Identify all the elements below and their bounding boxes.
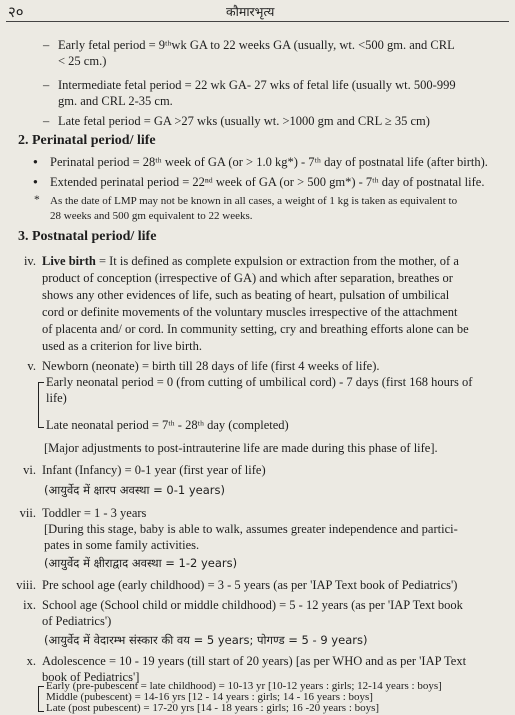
live-birth-line: used as a criterion for live birth. <box>42 339 203 353</box>
running-title: कौमारभृत्य <box>226 4 275 19</box>
school-ayurveda: (आयुर्वेद में वेदारम्भ संस्कार की वय = 5 years; पोगण्ड = 5 - 9 years) <box>44 633 368 647</box>
school-cont: of Pediatrics') <box>42 614 112 628</box>
early-fetal-cont: < 25 cm.) <box>58 54 107 68</box>
early-neonatal-line: Early neonatal period = 0 (from cutting of umbilical cord) - 7 days (first 168 hours of <box>46 375 473 389</box>
page-number: २० <box>8 3 24 21</box>
footnote-mark: * <box>34 194 40 206</box>
adolescence-bracket <box>38 686 44 712</box>
header-rule <box>6 21 509 22</box>
late-adolescence-line: Late (post pubescent) = 17-20 yrs [14 - 18 years : girls; 16 -20 years : boys] <box>46 702 380 714</box>
toddler-ayurveda: (आयुर्वेद में क्षीराद्वाद अवस्था = 1-2 years) <box>44 556 238 570</box>
adolescence-cont: book of Pediatrics'] <box>42 670 140 684</box>
item-number: viii. <box>16 578 36 592</box>
late-fetal-line: – Late fetal period = GA >27 wks (usually wt. >1000 gm and CRL ≥ 35 cm) <box>58 113 430 129</box>
infant-ayurveda: (आयुर्वेद में क्षारप अवस्था = 0-1 years) <box>44 483 225 497</box>
extended-perinatal-bullet: ● Extended perinatal period = 22ⁿᵈ week of GA (or > 500 gm*) - 7ᵗʰ day of postnatal life. <box>50 174 484 190</box>
late-neonatal-line: Late neonatal period = 7ᵗʰ - 28ᵗʰ day (completed) <box>46 418 289 432</box>
footnote-line: As the date of LMP may not be known in all cases, a weight of 1 kg is taken as equivalent to <box>50 195 458 207</box>
live-birth-definition: = It is defined as complete expulsion or extraction from the mother, of a <box>95 254 459 268</box>
early-fetal-line: – Early fetal period = 9ᵗʰwk GA to 22 weeks GA (usually, wt. <500 gm. and CRL <box>58 37 455 53</box>
footnote-line: 28 weeks and 500 gm equivalent to 22 weeks. <box>50 210 253 222</box>
early-adolescence-line: Early (pre-pubescent = late childhood) = 10-13 yr [10-12 years : girls; 12-14 years : boys] <box>46 680 442 692</box>
page-header <box>0 0 515 24</box>
live-birth-term: Live birth <box>42 254 96 268</box>
adolescence-line: Adolescence = 10 - 19 years (till start of 20 years) [as per WHO and as per 'IAP Text <box>42 654 467 668</box>
infant-line: Infant (Infancy) = 0-1 year (first year of life) <box>42 463 266 477</box>
toddler-desc: pates in some family activities. <box>44 538 200 552</box>
school-line: School age (School child or middle childhood) = 5 - 12 years (as per 'IAP Text book <box>42 598 463 612</box>
live-birth-line: cord or definite movements of the voluntary muscles irrespective of the attachment <box>42 305 458 319</box>
middle-adolescence-line: Middle (pubescent) = 14-16 yrs [12 - 14 years : girls; 14 - 16 years : boys] <box>46 691 373 703</box>
item-number: ix. <box>23 598 36 612</box>
live-birth-line <box>42 253 459 269</box>
intermediate-fetal-line: – Intermediate fetal period = 22 wk GA- 27 wks of fetal life (usually wt. 500-999 <box>58 77 456 93</box>
item-number: iv. <box>23 254 36 268</box>
perinatal-heading: 2. Perinatal period/ life <box>18 133 156 148</box>
toddler-desc: [During this stage, baby is able to walk, assumes greater independence and partici- <box>44 522 458 536</box>
live-birth-line: product of conception (irrespective of GA) and which after separation, breathes or <box>42 271 453 285</box>
newborn-line: Newborn (neonate) = birth till 28 days of life (first 4 weeks of life). <box>42 359 380 373</box>
toddler-line: Toddler = 1 - 3 years <box>42 506 147 520</box>
intermediate-fetal-cont: gm. and CRL 2-35 cm. <box>58 94 173 108</box>
item-number: x. <box>26 654 36 668</box>
early-neonatal-cont: life) <box>46 391 67 405</box>
item-number: v. <box>27 359 36 373</box>
perinatal-bullet: ● Perinatal period = 28ᵗʰ week of GA (or > 1.0 kg*) - 7ᵗʰ day of postnatal life (after birth). <box>50 154 488 170</box>
postnatal-heading: 3. Postnatal period/ life <box>18 229 157 244</box>
neonatal-bracket <box>38 382 44 428</box>
live-birth-line: of placenta and/ or cord. In community setting, cry and breathing efforts alone can be <box>42 322 469 336</box>
item-number: vii. <box>19 506 36 520</box>
preschool-line: Pre school age (early childhood) = 3 - 5 years (as per 'IAP Text book of Pediatrics') <box>42 578 458 592</box>
newborn-note: [Major adjustments to post-intrauterine life are made during this phase of life]. <box>44 441 438 455</box>
item-number: vi. <box>23 463 36 477</box>
live-birth-line: shows any other evidences of life, such as beating of heart, pulsation of umbilical <box>42 288 450 302</box>
